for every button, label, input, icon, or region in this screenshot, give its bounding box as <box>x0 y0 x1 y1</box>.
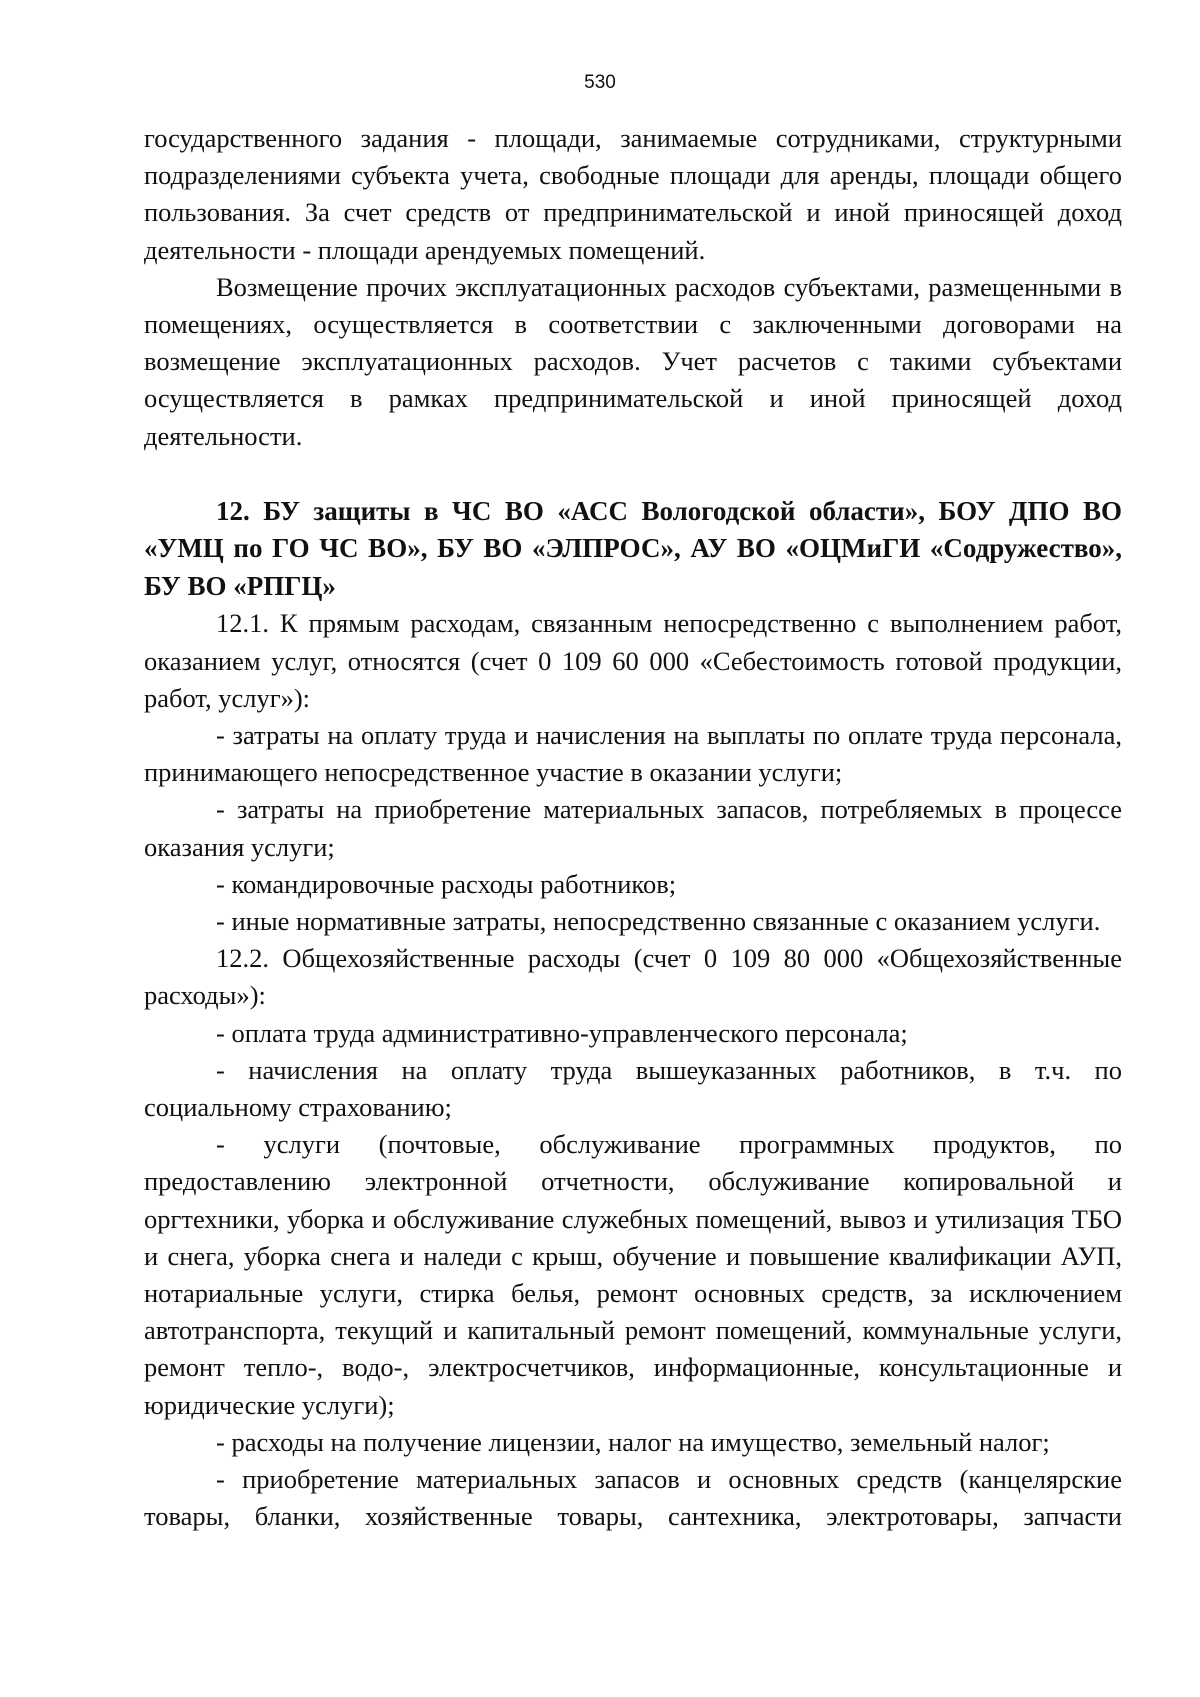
list-item-travel-expenses: - командировочные расходы работников; <box>216 868 677 899</box>
clause-12-1: 12.1. К прямым расходам, связанным непосредственно с выполнением работ, оказанием услуг, относятся (счет 0 109 60 000 «Себестоимость готовой продукции, работ, услуг»): <box>144 608 1122 713</box>
list-item-services: - услуги (почтовые, обслуживание программных продуктов, по предоставлению электронной отчетности, обслуживание копировальной и оргтехники, уборка и обслуживание служебных помещений, вывоз и утилизация ТБО и снега, уборка снега и наледи с крыш, обучение и повышение квалификации АУП, нотариальные услуги, стирка белья, ремонт основных средств, за исключением автотранспорта, текущий и капитальный ремонт помещений, коммунальные услуги, ремонт тепло-, водо-, электросчетчиков, информационные, консультационные и юридические услуги); <box>144 1129 1122 1420</box>
list-item-license-taxes: - расходы на получение лицензии, налог на имущество, земельный налог; <box>216 1426 1050 1457</box>
list-item-materials-fixed-assets: - приобретение материальных запасов и основных средств (канцелярские товары, бланки, хозяйственные товары, сантехника, электротовары, запчасти <box>144 1464 1122 1532</box>
section-heading-12: 12. БУ защиты в ЧС ВО «АСС Вологодской области», БОУ ДПО ВО «УМЦ по ГО ЧС ВО», БУ ВО «ЭЛПРОС», АУ ВО «ОЦМиГИ «Содружество», БУ ВО «РПГЦ» <box>144 495 1122 601</box>
list-item-admin-staff-pay: - оплата труда административно-управленческого персонала; <box>216 1017 908 1048</box>
list-item-materials-costs: - затраты на приобретение материальных запасов, потребляемых в процессе оказания услуги; <box>144 794 1122 862</box>
list-item-payroll-accruals: - начисления на оплату труда вышеуказанных работников, в т.ч. по социальному страхованию; <box>144 1054 1122 1122</box>
paragraph-premises-allocation: государственного задания - площади, занимаемые сотрудниками, структурными подразделениями субъекта учета, свободные площади для аренды, площади общего пользования. За счет средств от предпринимательской и иной приносящей доход деятельности - площади арендуемых помещений. <box>144 123 1122 265</box>
clause-12-2: 12.2. Общехозяйственные расходы (счет 0 109 80 000 «Общехозяйственные расходы»): <box>144 943 1122 1011</box>
document-body <box>144 120 1122 1535</box>
paragraph-operating-expenses-reimbursement: Возмещение прочих эксплуатационных расходов субъектами, размещенными в помещениях, осуществляется в соответствии с заключенными договорами на возмещение эксплуатационных расходов. Учет расчетов с такими субъектами осуществляется в рамках предпринимательской и иной приносящей доход деятельности. <box>144 271 1122 451</box>
page-number: 530 <box>584 72 616 93</box>
list-item-other-normative-costs: - иные нормативные затраты, непосредственно связанные с оказанием услуги. <box>216 905 1101 936</box>
list-item-labor-costs: - затраты на оплату труда и начисления на выплаты по оплате труда персонала, принимающего непосредственное участие в оказании услуги; <box>144 719 1122 788</box>
